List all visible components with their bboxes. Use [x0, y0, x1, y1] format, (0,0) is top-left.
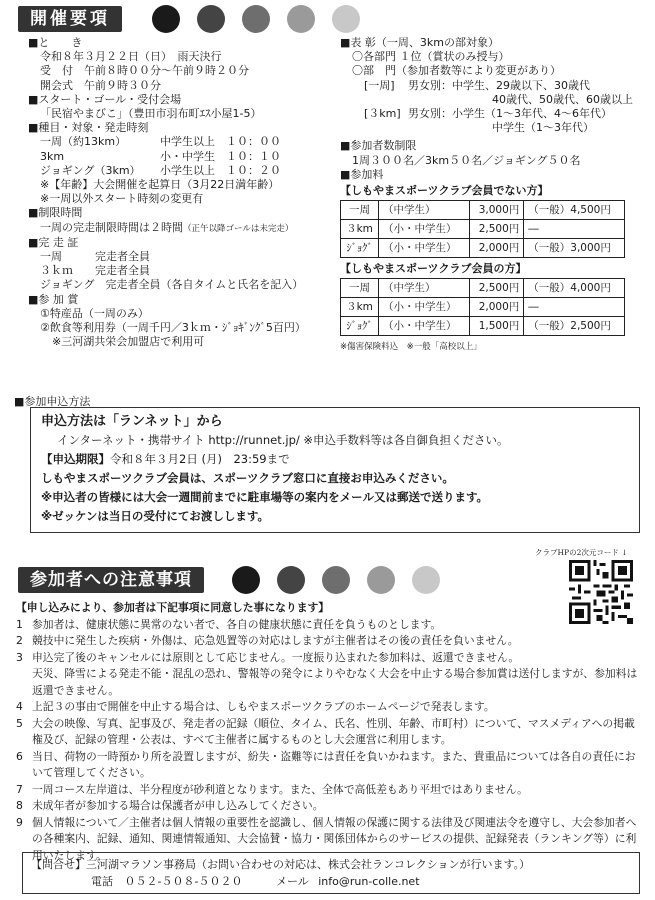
event-row [28, 164, 333, 178]
header-kaisai-youkou [18, 5, 360, 33]
dot-5 [412, 566, 440, 594]
fee-category: 一周 [341, 279, 379, 298]
notice-list [16, 600, 641, 864]
fee-price: 1,500円 [469, 317, 524, 336]
event-row [28, 135, 333, 149]
mail-value[interactable]: info@run-colle.net [318, 875, 420, 888]
award-detail: 男女別：小学生（1～3年代、4～6年代） [408, 107, 612, 121]
decorative-dots [152, 5, 360, 33]
notice-number: 2 [16, 634, 23, 647]
notice-text: 当日、荷物の一時預かり所を設置しますが、紛失・盗難等には責任を負いかねます。また、貴重品については各自の責任において管理してください。 [32, 749, 636, 779]
dot-4 [287, 5, 315, 33]
notice-item [16, 749, 641, 782]
notice-text: 未成年者が参加する場合は保護者が申し込みしてください。 [32, 799, 324, 812]
dot-2 [277, 566, 305, 594]
fee-category: ｼﾞｮｸﾞ [341, 317, 379, 336]
fee-general-price: （一般）4,500円 [524, 201, 625, 220]
section-title: 参加者への注意事項 [18, 567, 204, 593]
notice-number: 4 [16, 700, 23, 713]
fee-price: 3,000円 [469, 201, 524, 220]
dot-1 [232, 566, 260, 594]
prize-note: ※三河湖共栄会加盟店で利用可 [52, 335, 205, 349]
notice-number: 6 [16, 749, 23, 763]
dot-4 [367, 566, 395, 594]
event-name: ジョギング（3km） [40, 163, 141, 177]
notice-item [16, 782, 641, 799]
award-line: 〇部 門（参加者数等により変更があり） [352, 64, 561, 78]
notice-item [16, 617, 641, 634]
certificate-line: ３ｋｍ 完走者全員 [40, 264, 150, 278]
event-note: ※【年齢】大会開催を起算日（3月22日満年齢） [40, 178, 280, 192]
tel-label: 電話 [91, 875, 113, 888]
notice-text: 個人情報について／主催者は個人情報の重要性を認識し、個人情報の保護に関する法律及び関連法令を遵守し、大会参加者への各種案内、記録、通知、関連情報通知、大会協賛・協力・関係団体からのサービスの提供、記録発表（ランキング等）に利用いたします。 [32, 815, 637, 862]
fee-row [341, 220, 625, 239]
fee-price: 2,000円 [469, 298, 524, 317]
certificate-line: ジョギング 完走者全員（各自タイムと氏名を記入） [40, 278, 304, 292]
notice-item [16, 650, 641, 667]
notice-text: 競技中に発生した疾病・外傷は、応急処置等の対応はしますが主催者はその後の責任を負いません。 [32, 634, 519, 647]
left-column [28, 36, 333, 349]
contact-org: 三河湖マラソン事務局（お問い合わせの対応は、株式会社ランコレクションが行います。） [86, 858, 531, 871]
notice-text: 天災、降雪による発走不能・混乱の恐れ、警報等の発令によりやむなく大会を中止する場合参加賞は送付しますが、参加料は返還できません。 [32, 667, 638, 697]
contact-box [22, 852, 640, 894]
time-limit-text: 一周の完走制限時間は２時間 [40, 220, 183, 234]
prize-line: ①特産品（一周のみ） [40, 306, 149, 320]
event-name: 一周（約13km） [40, 135, 127, 149]
notice-item [16, 699, 641, 716]
dot-5 [332, 5, 360, 33]
apply-heading: ■参加申込方法 [14, 395, 91, 408]
fee-note: ※傷害保険料込 ※一般「高校以上」 [340, 342, 482, 353]
notice-lead: 【申し込みにより、参加者は下記事項に同意した事になります】 [16, 601, 330, 614]
fee-heading: ■参加料 [340, 167, 384, 181]
award-line: 〇各部門 １位（賞状のみ授与） [352, 50, 510, 64]
fee-category: ３km [341, 298, 379, 317]
certificate-line: 一周 完走者全員 [40, 250, 150, 264]
capacity-heading: ■参加者数制限 [340, 139, 417, 153]
contact-tel-line [31, 873, 631, 890]
notice-text: 一周コース左岸道は、半分程度が砂利道となります。また、全体で高低差もあり平坦ではありません。 [32, 782, 528, 796]
event-note: ※一周以外スタート時刻の変更有 [40, 192, 204, 206]
reception-line: 受 付 午前８時００分～午前９時２０分 [40, 64, 249, 78]
award-line: 40歳代、50歳代、60歳以上 [492, 92, 633, 106]
apply-bib-line: ※ゼッケンは当日の受付にてお渡しします。 [41, 509, 269, 523]
events-heading: ■種目・対象・発走時刻 [28, 121, 149, 135]
member-fee-title: 【しもやまスポーツクラブ会員の方】 [340, 262, 527, 276]
prize-heading: ■参 加 賞 [28, 292, 79, 306]
mail-label: メール [275, 875, 309, 888]
event-time: 小・中学生 １０：１０ [160, 149, 281, 163]
time-limit-heading: ■制限時間 [28, 206, 83, 220]
member-fee-table [340, 278, 625, 336]
fee-category: ｼﾞｮｸﾞ [341, 239, 379, 258]
prize-line: ②飲食等利用券（一周千円／3ｋｍ・ｼﾞｮｷﾞﾝｸﾞ5百円） [40, 321, 306, 335]
notice-number: 9 [16, 815, 23, 829]
notice-number: 3 [16, 650, 23, 664]
contact-org-line [31, 856, 631, 873]
apply-title: 申込方法は「ランネット」から [41, 414, 223, 429]
apply-url-line: インターネット・携帯サイト http://runnet.jp/ ※申込手数料等は各自御負担ください。 [57, 433, 509, 447]
header-notices [18, 566, 440, 594]
time-limit-line [28, 221, 333, 236]
opening-line: 開会式 午前９時３０分 [40, 78, 161, 92]
fee-general-price: （一般）3,000円 [524, 239, 625, 258]
notice-text: 大会の映像、写真、記事及び、発走者の記録（順位、タイム、氏名、性別、年齢、市町村）について、マスメディアへの掲載権及び、記録の管理・公表は、すべて主催者に属するものとし大会運営に利用します。 [32, 716, 635, 746]
award-category: [３km] [364, 107, 401, 121]
nonmember-fee-title: 【しもやまスポーツクラブ会員でない方】 [340, 184, 549, 198]
notice-item [16, 633, 641, 650]
fee-target: （中学生） [379, 201, 470, 220]
fee-row [341, 239, 625, 258]
fee-row [341, 317, 625, 336]
event-time: 小学生以上 １０：２０ [160, 163, 281, 177]
fee-general-price: ― [524, 220, 625, 239]
award-line [340, 107, 640, 121]
deadline-value: 令和８年３月2日 (月) 23:59まで [110, 452, 290, 466]
dot-2 [197, 5, 225, 33]
fee-price: 2,500円 [469, 220, 524, 239]
notice-item [16, 798, 641, 815]
event-name: 3km [40, 149, 65, 163]
decorative-dots [232, 566, 440, 594]
contact-label: 【問合せ】 [31, 858, 86, 871]
event-time: 中学生以上 １０：００ [160, 135, 281, 149]
event-row [28, 150, 333, 164]
fee-general-price: （一般）4,000円 [524, 279, 625, 298]
fee-target: （中学生） [379, 279, 470, 298]
fee-category: ３km [341, 220, 379, 239]
award-detail: 男女別：中学生、29歳以下、30歳代 [408, 78, 590, 92]
venue-line: 「民宿やまびこ」（豊田市羽布町ｴｽ小屋1-5） [40, 107, 262, 121]
capacity-line: 1周３００名／3km５０名／ジョギング５０名 [352, 153, 581, 167]
tel-value[interactable]: ０５２-５０８-５０２０ [124, 875, 243, 888]
qr-caption: クラブHPの2次元コード ↓ [535, 548, 628, 557]
fee-row [341, 201, 625, 220]
notice-item [16, 666, 641, 699]
fee-target: （小・中学生） [379, 317, 470, 336]
date-line: 令和８年３月２２日（日） 雨天決行 [40, 50, 222, 64]
dot-3 [322, 566, 350, 594]
fee-general-price: ― [524, 298, 625, 317]
certificate-heading: ■完 走 証 [28, 235, 79, 249]
time-limit-note: （正午以降ゴールは未完走） [183, 223, 294, 234]
award-line [340, 79, 640, 93]
fee-row [341, 298, 625, 317]
notice-number [16, 666, 32, 699]
notice-text: 上記３の事由で開催を中止する場合は、しもやまスポーツクラブのホームページで発表します。 [32, 700, 495, 713]
date-heading: ■と き [28, 36, 83, 49]
notice-text: 申込完了後のキャンセルには原則として応じません。一度振り込まれた参加料は、返還できません。 [32, 650, 520, 664]
notice-number: 1 [16, 617, 23, 631]
notice-item [16, 716, 641, 749]
fee-row [341, 279, 625, 298]
fee-target: （小・中学生） [379, 298, 470, 317]
fee-category: 一周 [341, 201, 379, 220]
apply-member-line: しもやまスポーツクラブ会員は、スポーツクラブ窓口に直接お申込みください。 [41, 471, 454, 485]
dot-1 [152, 5, 180, 33]
award-line: 中学生（1～3年代） [492, 121, 594, 135]
right-column [340, 36, 640, 355]
notice-number: 5 [16, 716, 23, 730]
deadline-label: 【申込期限】 [41, 452, 110, 466]
apply-box [30, 407, 640, 533]
fee-target: （小・中学生） [379, 239, 470, 258]
nonmember-fee-table [340, 200, 625, 258]
award-heading: ■表 彰（一周、3kmの部対象） [340, 36, 499, 49]
notice-number: 7 [16, 782, 23, 796]
fee-general-price: （一般）2,500円 [524, 317, 625, 336]
apply-notice-line: ※申込者の皆様には大会一週間前までに駐車場等の案内をメール又は郵送で送ります。 [41, 490, 489, 504]
dot-3 [242, 5, 270, 33]
fee-price: 2,000円 [469, 239, 524, 258]
section-title: 開催要項 [18, 6, 122, 32]
apply-deadline-line [41, 450, 629, 469]
fee-price: 2,500円 [469, 279, 524, 298]
notice-text: 参加者は、健康状態に異常のない者で、各自の健康状態に責任を負うものとします。 [32, 617, 442, 631]
award-category: [一周] [364, 78, 395, 92]
notice-number: 8 [16, 799, 23, 812]
venue-heading: ■スタート・ゴール・受付会場 [28, 92, 182, 106]
fee-target: （小・中学生） [379, 220, 470, 239]
